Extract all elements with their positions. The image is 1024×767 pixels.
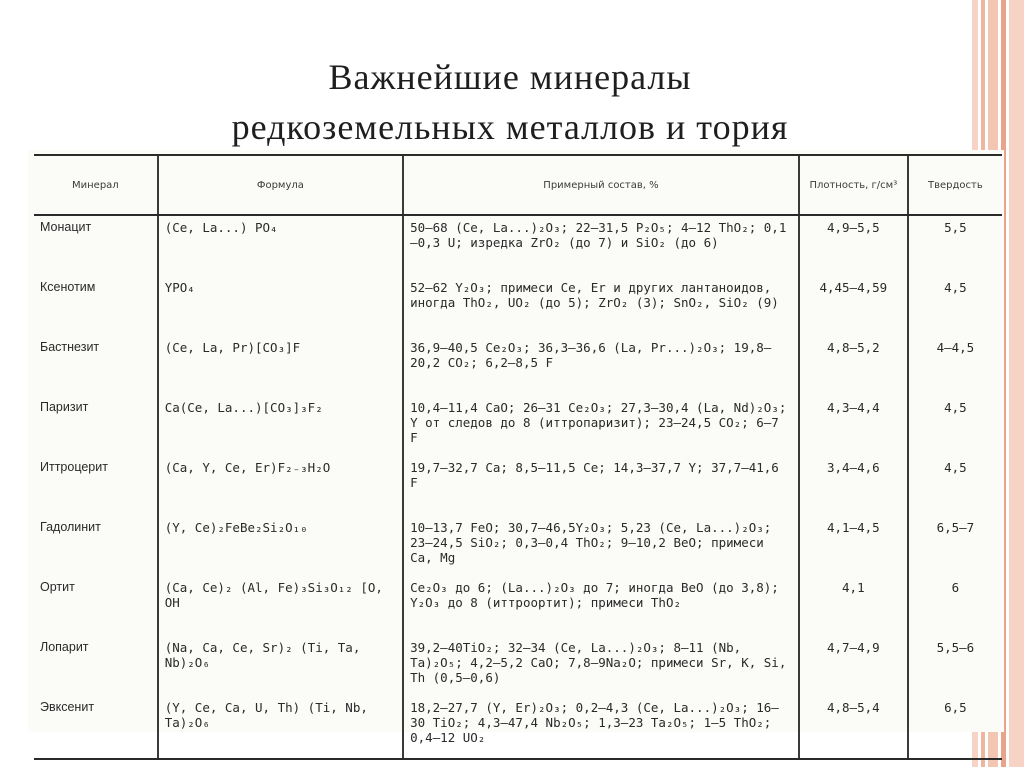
formula: (Na, Ca, Ce, Sr)₂ (Ti, Ta, Nb)₂O₆ (158, 636, 403, 696)
hardness: 4—4,5 (908, 336, 1002, 396)
hardness: 4,5 (908, 456, 1002, 516)
composition: Ce₂O₃ до 6; (La...)₂O₃ до 7; иногда BeO (до 3,8); Y₂O₃ до 8 (иттроортит); примеси ThO₂ (403, 576, 799, 636)
table-row (34, 696, 1002, 759)
composition: 39,2—40TiO₂; 32—34 (Ce, La...)₂O₃; 8—11 (Nb, Ta)₂O₅; 4,2—5,2 CaO; 7,8—9Na₂O; примеси Sr, K, Si, Th (0,5—0,6) (403, 636, 799, 696)
formula: YPO₄ (158, 276, 403, 336)
formula: (Ca, Y, Ce, Er)F₂₋₃H₂O (158, 456, 403, 516)
mineral-name: Ксенотим (40, 280, 96, 294)
composition: 52—62 Y₂O₃; примеси Ce, Er и других лантаноидов, иногда ThO₂, UO₂ (до 5); ZrO₂ (3); SnO₂, SiO₂ (9) (403, 276, 799, 336)
table-row (34, 636, 1002, 696)
mineral-name: Гадолинит (40, 520, 101, 534)
composition: 10—13,7 FeO; 30,7—46,5Y₂O₃; 5,23 (Ce, La...)₂O₃; 23—24,5 SiO₂; 0,3—0,4 ThO₂; 9—10,2 BeO; примеси Ca, Mg (403, 516, 799, 576)
hardness: 6,5 (908, 696, 1002, 759)
header-formula: Формула (158, 155, 403, 215)
table-row (34, 396, 1002, 456)
composition: 50—68 (Ce, La...)₂O₃; 22—31,5 P₂O₅; 4—12 ThO₂; 0,1—0,3 U; изредка ZrO₂ (до 7) и SiO₂ (до 6) (403, 215, 799, 276)
density: 4,8—5,2 (799, 336, 908, 396)
composition: 36,9—40,5 Ce₂O₃; 36,3—36,6 (La, Pr...)₂O₃; 19,8—20,2 CO₂; 6,2—8,5 F (403, 336, 799, 396)
slide-title (70, 52, 950, 152)
hardness: 4,5 (908, 396, 1002, 456)
formula: (Ca, Ce)₂ (Al, Fe)₃Si₃O₁₂ [O, OH (158, 576, 403, 636)
mineral-name: Паризит (40, 400, 89, 414)
composition: 18,2—27,7 (Y, Er)₂O₃; 0,2—4,3 (Ce, La...)₂O₃; 16—30 TiO₂; 4,3—47,4 Nb₂O₅; 1,3—23 Ta₂O₅; 1—5 ThO₂; 0,4—12 UO₂ (403, 696, 799, 759)
formula: (Y, Ce, Ca, U, Th) (Ti, Nb, Ta)₂O₆ (158, 696, 403, 759)
table-header-row (34, 155, 1002, 215)
hardness: 4,5 (908, 276, 1002, 336)
mineral-name: Бастнезит (40, 340, 100, 354)
mineral-name: Эвксенит (34, 696, 158, 759)
density: 4,7—4,9 (799, 636, 908, 696)
formula: (Ce, La, Pr)[CO₃]F (158, 336, 403, 396)
formula: (Ce, La...) PO₄ (158, 215, 403, 276)
header-composition: Примерный состав, % (403, 155, 799, 215)
mineral-name: Лопарит (40, 640, 89, 654)
density: 4,8—5,4 (799, 696, 908, 759)
header-hardness: Твердость (908, 155, 1002, 215)
mineral-name: Иттроцерит (40, 460, 108, 474)
table-row (34, 456, 1002, 516)
density: 4,9—5,5 (799, 215, 908, 276)
table-row (34, 576, 1002, 636)
table-row (34, 516, 1002, 576)
density: 4,1—4,5 (799, 516, 908, 576)
density: 4,1 (799, 576, 908, 636)
density: 4,45—4,59 (799, 276, 908, 336)
hardness: 5,5—6 (908, 636, 1002, 696)
formula: (Y, Ce)₂FeBe₂Si₂O₁₀ (158, 516, 403, 576)
table-row (34, 336, 1002, 396)
mineral-name: Монацит (40, 220, 92, 234)
composition: 19,7—32,7 Ca; 8,5—11,5 Ce; 14,3—37,7 Y; 37,7—41,6 F (403, 456, 799, 516)
table-row (34, 215, 1002, 276)
title-line-2: редкоземельных металлов и тория (231, 107, 789, 147)
title-line-1: Важнейшие минералы (328, 57, 692, 97)
hardness: 6 (908, 576, 1002, 636)
header-mineral: Минерал (34, 155, 158, 215)
scanned-table-sheet (28, 150, 1004, 745)
formula: Ca(Ce, La...)[CO₃]₃F₂ (158, 396, 403, 456)
minerals-table (34, 154, 1002, 760)
density: 3,4—4,6 (799, 456, 908, 516)
density: 4,3—4,4 (799, 396, 908, 456)
hardness: 5,5 (908, 215, 1002, 276)
composition: 10,4—11,4 CaO; 26—31 Ce₂O₃; 27,3—30,4 (La, Nd)₂O₃; Y от следов до 8 (иттропаризит); 23—24,5 CO₂; 6—7 F (403, 396, 799, 456)
header-density: Плотность, г/см³ (799, 155, 908, 215)
mineral-name: Ортит (40, 580, 75, 594)
table-row (34, 276, 1002, 336)
hardness: 6,5—7 (908, 516, 1002, 576)
